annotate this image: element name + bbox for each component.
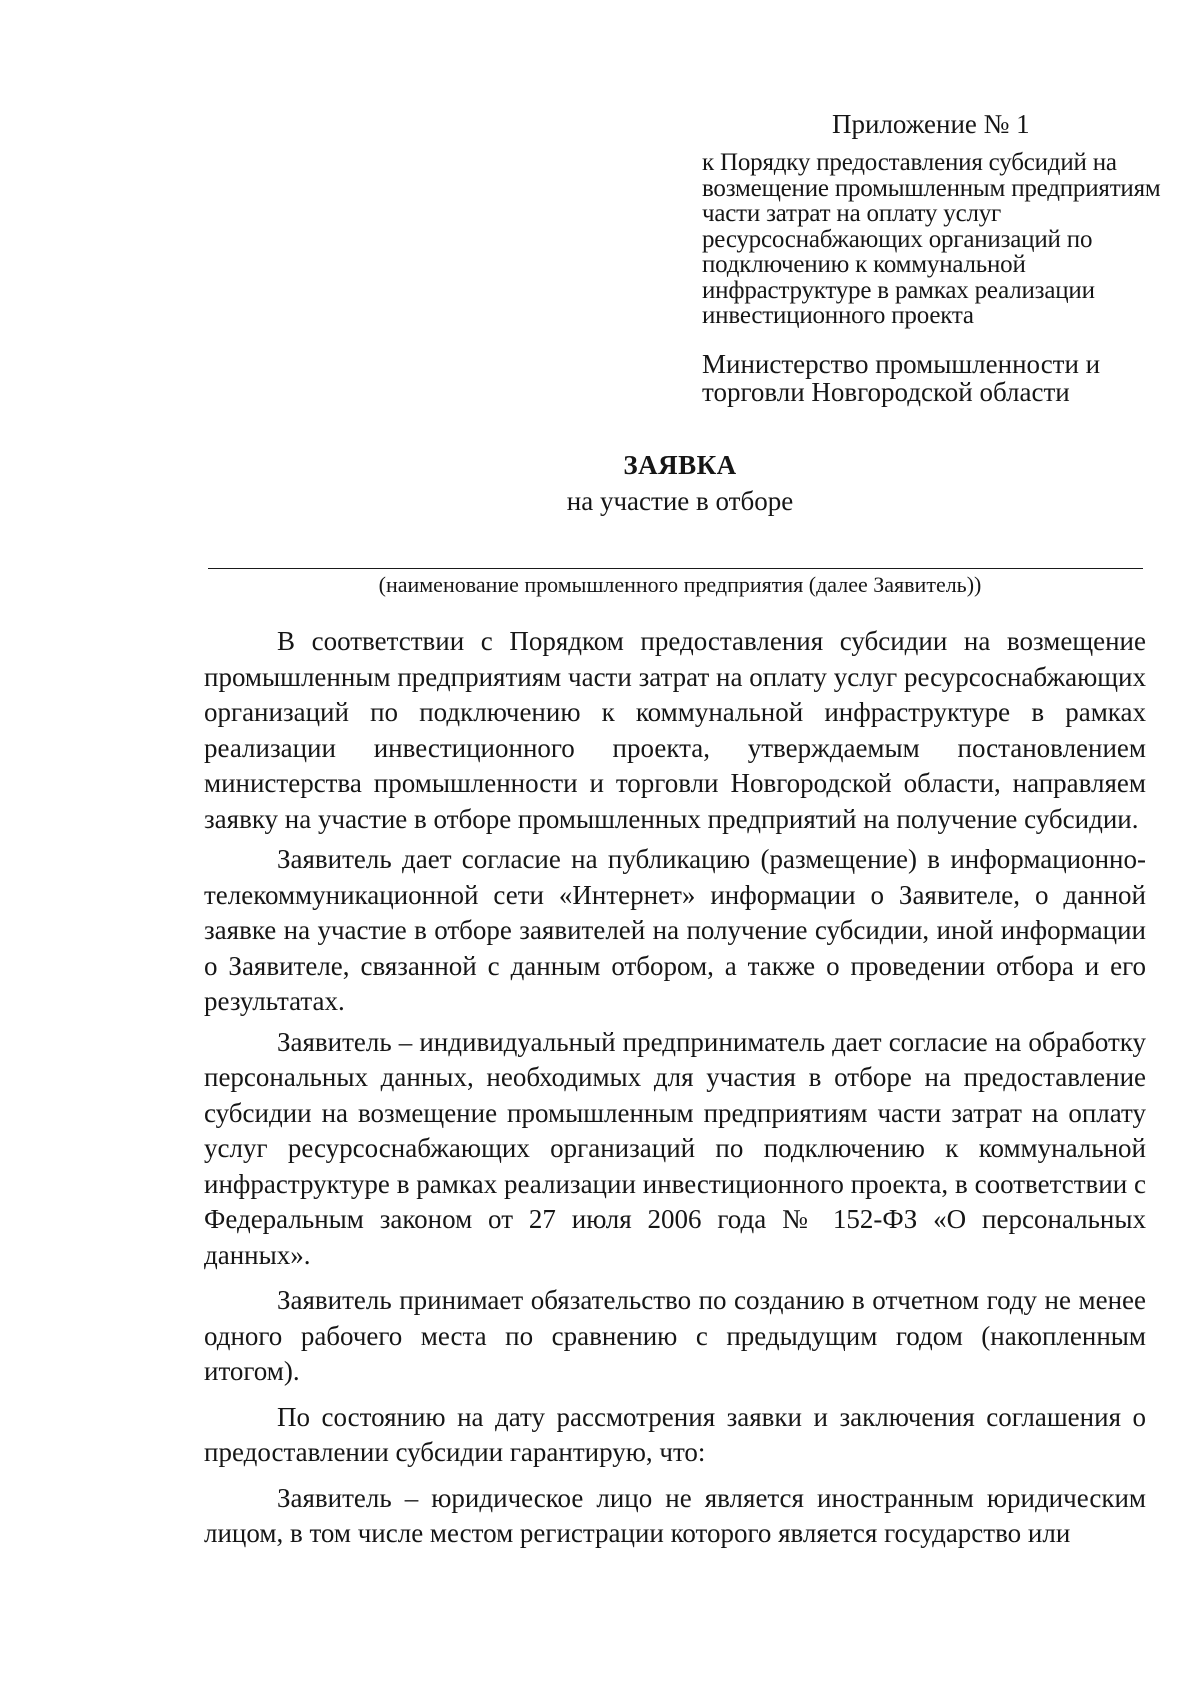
appendix-title: Приложение № 1 [832,109,1030,139]
addressee-ministry: Министерство промышленности и торговли Новгородской области [702,349,1101,407]
paragraph-publication-consent: Заявитель дает согласие на публикацию (размещение) в информационно-телекоммуникационной сети «Интернет» информации о Заявителе, о данной заявке на участие в отборе заявителей на получение субсидии, иной информации о Заявителе, связанной с данным отбором, а также о проведении отбора и его результатах. [204,844,1146,1016]
paragraph-compliance: В соответствии с Порядком предоставления субсидии на возмещение промышленным предприятиям части затрат на оплату услуг ресурсоснабжающих организаций по подключению к коммунальной инфраструктуре в рамках реализации инвестиционного проекта, утверждаемым постановлением министерства промышленности и торговли Новгородской области, направляем заявку на участие в отборе промышленных предприятий на получение субсидии. [204,626,1146,834]
document-title: ЗАЯВКА [623,450,737,480]
paragraph-personal-data-consent: Заявитель – индивидуальный предприниматель дает согласие на обработку персональных данных, необходимых для участия в отборе на предоставление субсидии на возмещение промышленным предприятиям части затрат на оплату услуг ресурсоснабжающих организаций по подключению к коммунальной инфраструктуре в рамках реализации инвестиционного проекта, в соответствии с Федеральным законом от 27 июля 2006 года № 152-ФЗ «О персональных данных». [204,1026,1146,1270]
document-subtitle: на участие в отборе [566,486,794,516]
document-body [204,624,1146,1552]
appendix-reference: к Порядку предоставления субсидий на возмещение промышленным предприятиям части затрат на оплату услуг ресурсоснабжающих организаций по подключению к коммунальной инфраструктуре в рамках реализации инвестиционного проекта [702,149,1161,329]
paragraph-foreign-entity: Заявитель – юридическое лицо не является иностранным юридическим лицом, в том числе местом регистрации которого является государство или [204,1482,1146,1548]
applicant-name-caption: (наименование промышленного предприятия (далее Заявитель)) [378,572,982,597]
applicant-name-field[interactable] [208,568,1143,569]
paragraph-guarantee-intro: По состоянию на дату рассмотрения заявки и заключения соглашения о предоставлении субсидии гарантирую, что: [204,1401,1146,1467]
paragraph-job-creation: Заявитель принимает обязательство по созданию в отчетном году не менее одного рабочего места по сравнению с предыдущим годом (накопленным итогом). [204,1285,1146,1386]
